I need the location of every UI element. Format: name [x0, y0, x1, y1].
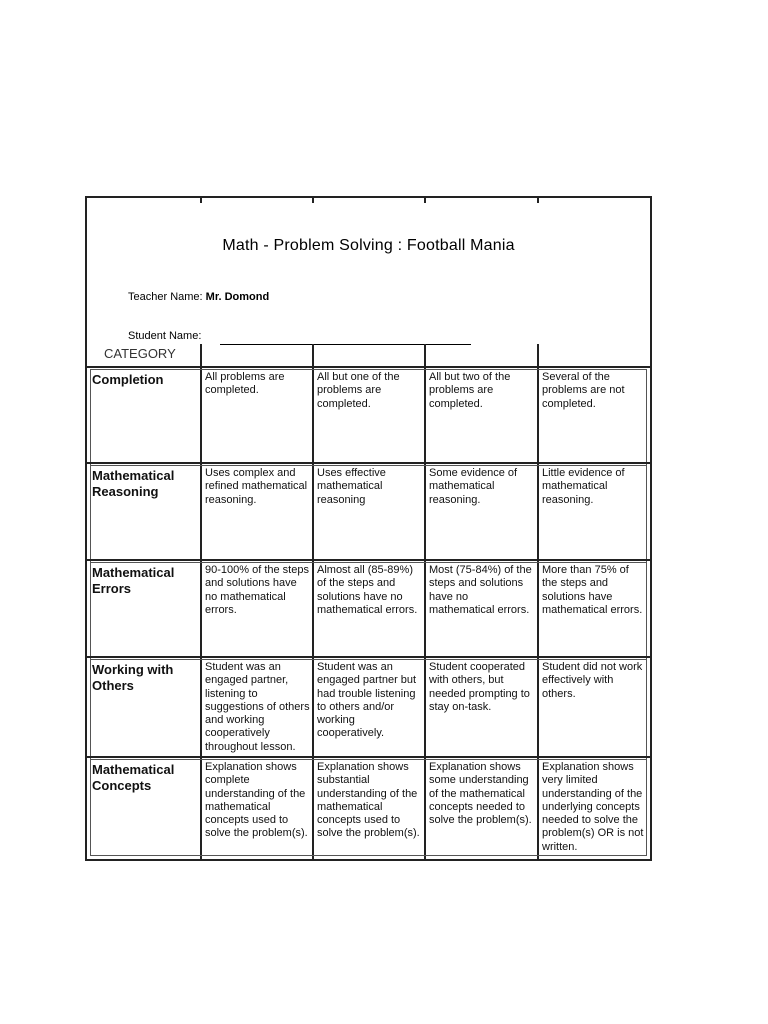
col-divider — [424, 344, 426, 366]
table-cell: More than 75% of the steps and solutions have mathematical errors. — [542, 564, 643, 616]
col-divider — [537, 198, 539, 203]
col-divider — [312, 366, 314, 859]
col-divider — [537, 344, 539, 366]
category-mathematical-reasoning: Mathematical Reasoning — [92, 468, 175, 499]
rubric-title: Math - Problem Solving : Football Mania — [222, 237, 515, 254]
category-working-with-others: Working with Others — [92, 662, 174, 693]
col-divider — [424, 366, 426, 859]
table-cell: Explanation shows very limited understanding of the underlying concepts needed to solve the problem(s) OR is not written. — [542, 761, 644, 853]
rubric-table — [85, 196, 652, 861]
table-cell: Student was an engaged partner, listening to suggestions of others and working cooperatively throughout lesson. — [205, 661, 310, 753]
table-cell: Little evidence of mathematical reasoning. — [542, 467, 625, 506]
table-cell: All but two of the problems are completed. — [429, 371, 511, 410]
col-divider — [312, 344, 314, 366]
table-cell: Explanation shows some understanding of the mathematical concepts needed to solve the problem(s). — [429, 761, 532, 827]
teacher-name: Mr. Domond — [205, 291, 270, 303]
category-mathematical-concepts: Mathematical Concepts — [92, 762, 175, 793]
table-cell: Uses effective mathematical reasoning — [317, 467, 386, 506]
student-label: Student Name: — [128, 330, 202, 342]
table-cell: Uses complex and refined mathematical reasoning. — [205, 467, 308, 506]
table-cell: Some evidence of mathematical reasoning. — [429, 467, 518, 506]
category-mathematical-errors: Mathematical Errors — [92, 565, 175, 596]
table-cell: All problems are completed. — [205, 371, 285, 397]
table-cell: Explanation shows complete understanding of the mathematical concepts used to solve the problem(s). — [205, 761, 308, 840]
table-cell: Most (75-84%) of the steps and solutions have no mathematical errors. — [429, 564, 532, 616]
table-cell: Student was an engaged partner but had trouble listening to others and/or working cooperatively. — [317, 661, 417, 740]
col-divider — [200, 198, 202, 203]
table-cell: Almost all (85-89%) of the steps and solutions have no mathematical errors. — [317, 564, 418, 616]
col-divider — [200, 344, 202, 366]
col-divider — [424, 198, 426, 203]
teacher-label: Teacher Name: — [128, 291, 206, 303]
teacher-name-line — [128, 291, 269, 303]
inner-border — [90, 855, 647, 856]
rubric-header — [87, 198, 650, 368]
category-completion: Completion — [92, 372, 164, 387]
category-header: CATEGORY — [104, 346, 176, 361]
col-divider — [537, 366, 539, 859]
table-cell: Explanation shows substantial understanding of the mathematical concepts used to solve the problem(s). — [317, 761, 420, 840]
col-divider — [200, 366, 202, 859]
col-divider — [312, 198, 314, 203]
student-name-blank — [220, 331, 471, 345]
table-cell: 90-100% of the steps and solutions have no mathematical errors. — [205, 564, 309, 616]
table-cell: Student did not work effectively with others. — [542, 661, 643, 700]
table-cell: Several of the problems are not completed. — [542, 371, 625, 410]
table-cell: All but one of the problems are completed. — [317, 371, 400, 410]
table-cell: Student cooperated with others, but needed prompting to stay on-task. — [429, 661, 530, 713]
